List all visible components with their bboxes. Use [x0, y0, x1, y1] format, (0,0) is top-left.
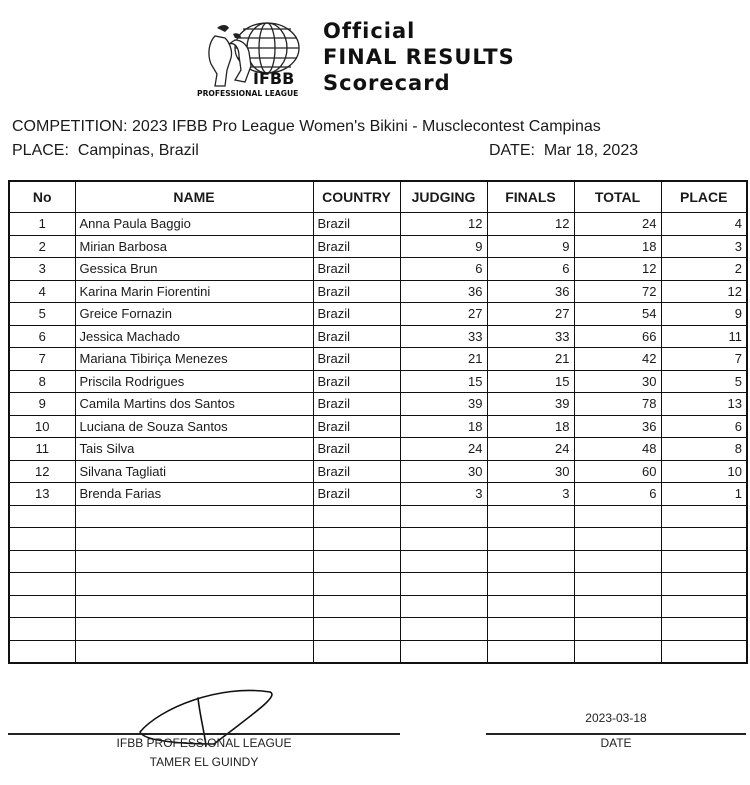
- cell-name: Silvana Tagliati: [75, 460, 313, 483]
- document-header: [195, 14, 535, 98]
- svg-text:PROFESSIONAL LEAGUE: PROFESSIONAL LEAGUE: [197, 89, 299, 98]
- cell-judging: 18: [400, 415, 487, 438]
- cell-place-empty: [661, 528, 747, 551]
- cell-no-empty: [9, 550, 75, 573]
- cell-finals: 24: [487, 438, 574, 461]
- cell-country: Brazil: [313, 460, 400, 483]
- column-header-no: No: [9, 181, 75, 213]
- empty-table-row: [9, 550, 747, 573]
- title-line-official: Official: [323, 19, 416, 43]
- cell-finals: 3: [487, 483, 574, 506]
- competition-line: [12, 118, 601, 136]
- cell-name: Mariana Tibiriça Menezes: [75, 348, 313, 371]
- date-label: DATE:: [489, 142, 535, 159]
- cell-name: Anna Paula Baggio: [75, 213, 313, 236]
- cell-country-empty: [313, 595, 400, 618]
- cell-name: Greice Fornazin: [75, 303, 313, 326]
- signed-date: 2023-03-18: [585, 711, 647, 725]
- title-line-scorecard: Scorecard: [323, 71, 451, 95]
- cell-place-empty: [661, 550, 747, 573]
- cell-total-empty: [574, 505, 661, 528]
- cell-place: 3: [661, 235, 747, 258]
- table-row: [9, 348, 747, 371]
- cell-no-empty: [9, 640, 75, 663]
- cell-place: 1: [661, 483, 747, 506]
- empty-table-row: [9, 528, 747, 551]
- cell-country: Brazil: [313, 303, 400, 326]
- cell-country: Brazil: [313, 325, 400, 348]
- cell-finals-empty: [487, 505, 574, 528]
- cell-finals-empty: [487, 595, 574, 618]
- column-header-name: NAME: [75, 181, 313, 213]
- cell-place-empty: [661, 573, 747, 596]
- cell-finals-empty: [487, 640, 574, 663]
- cell-name: Karina Marin Fiorentini: [75, 280, 313, 303]
- table-row: [9, 415, 747, 438]
- place-label: PLACE:: [12, 142, 69, 159]
- table-header-row: [9, 181, 747, 213]
- place-line: [12, 142, 199, 160]
- competition-value: 2023 IFBB Pro League Women's Bikini - Musclecontest Campinas: [132, 118, 601, 135]
- cell-finals: 30: [487, 460, 574, 483]
- cell-name-empty: [75, 573, 313, 596]
- cell-place: 10: [661, 460, 747, 483]
- column-header-place: PLACE: [661, 181, 747, 213]
- results-body: [9, 213, 747, 664]
- competition-label: COMPETITION:: [12, 118, 128, 135]
- empty-table-row: [9, 595, 747, 618]
- table-row: [9, 438, 747, 461]
- cell-country-empty: [313, 640, 400, 663]
- ifbb-logo-icon: [195, 14, 315, 98]
- cell-judging-empty: [400, 550, 487, 573]
- cell-finals: 39: [487, 393, 574, 416]
- cell-total-empty: [574, 528, 661, 551]
- cell-place: 11: [661, 325, 747, 348]
- table-row: [9, 483, 747, 506]
- cell-judging: 33: [400, 325, 487, 348]
- cell-finals: 6: [487, 258, 574, 281]
- cell-judging-empty: [400, 618, 487, 641]
- cell-place: 2: [661, 258, 747, 281]
- cell-judging: 39: [400, 393, 487, 416]
- cell-no-empty: [9, 618, 75, 641]
- cell-finals: 9: [487, 235, 574, 258]
- cell-total: 18: [574, 235, 661, 258]
- cell-name-empty: [75, 640, 313, 663]
- cell-country: Brazil: [313, 370, 400, 393]
- cell-name: Luciana de Souza Santos: [75, 415, 313, 438]
- cell-total-empty: [574, 640, 661, 663]
- cell-finals: 36: [487, 280, 574, 303]
- cell-country: Brazil: [313, 280, 400, 303]
- cell-place: 5: [661, 370, 747, 393]
- cell-country-empty: [313, 550, 400, 573]
- cell-country: Brazil: [313, 483, 400, 506]
- column-header-country: COUNTRY: [313, 181, 400, 213]
- cell-no: 7: [9, 348, 75, 371]
- cell-no-empty: [9, 528, 75, 551]
- cell-total-empty: [574, 595, 661, 618]
- cell-total: 48: [574, 438, 661, 461]
- signer-name: TAMER EL GUINDY: [149, 755, 259, 769]
- cell-no: 11: [9, 438, 75, 461]
- cell-finals: 18: [487, 415, 574, 438]
- cell-country: Brazil: [313, 393, 400, 416]
- cell-place-empty: [661, 618, 747, 641]
- empty-table-row: [9, 573, 747, 596]
- column-header-finals: FINALS: [487, 181, 574, 213]
- cell-finals-empty: [487, 550, 574, 573]
- cell-judging: 15: [400, 370, 487, 393]
- cell-total-empty: [574, 573, 661, 596]
- cell-judging: 36: [400, 280, 487, 303]
- cell-total: 30: [574, 370, 661, 393]
- column-header-judging: JUDGING: [400, 181, 487, 213]
- cell-country: Brazil: [313, 235, 400, 258]
- cell-finals: 21: [487, 348, 574, 371]
- cell-judging: 24: [400, 438, 487, 461]
- cell-total: 54: [574, 303, 661, 326]
- cell-place-empty: [661, 640, 747, 663]
- scorecard-title: [323, 18, 515, 96]
- cell-judging: 21: [400, 348, 487, 371]
- cell-name: Priscila Rodrigues: [75, 370, 313, 393]
- cell-finals-empty: [487, 573, 574, 596]
- date-signature-line: [486, 733, 746, 735]
- table-row: [9, 303, 747, 326]
- cell-no: 5: [9, 303, 75, 326]
- cell-finals: 27: [487, 303, 574, 326]
- signer-org: IFBB PROFESSIONAL LEAGUE: [116, 736, 292, 750]
- table-row: [9, 280, 747, 303]
- cell-no: 9: [9, 393, 75, 416]
- table-row: [9, 393, 747, 416]
- cell-total: 24: [574, 213, 661, 236]
- cell-name-empty: [75, 528, 313, 551]
- place-value: Campinas, Brazil: [77, 142, 199, 159]
- cell-total: 66: [574, 325, 661, 348]
- cell-name: Gessica Brun: [75, 258, 313, 281]
- cell-place-empty: [661, 595, 747, 618]
- cell-place: 6: [661, 415, 747, 438]
- cell-name-empty: [75, 505, 313, 528]
- cell-judging-empty: [400, 640, 487, 663]
- cell-country-empty: [313, 528, 400, 551]
- cell-country: Brazil: [313, 258, 400, 281]
- cell-no: 10: [9, 415, 75, 438]
- cell-judging: 30: [400, 460, 487, 483]
- date-caption: DATE: [600, 736, 632, 750]
- cell-judging: 3: [400, 483, 487, 506]
- empty-table-row: [9, 618, 747, 641]
- column-header-total: TOTAL: [574, 181, 661, 213]
- cell-name: Brenda Farias: [75, 483, 313, 506]
- cell-country-empty: [313, 618, 400, 641]
- cell-finals: 12: [487, 213, 574, 236]
- table-row: [9, 370, 747, 393]
- cell-no: 12: [9, 460, 75, 483]
- cell-finals: 15: [487, 370, 574, 393]
- cell-total: 36: [574, 415, 661, 438]
- cell-place: 4: [661, 213, 747, 236]
- cell-name: Camila Martins dos Santos: [75, 393, 313, 416]
- cell-judging-empty: [400, 595, 487, 618]
- table-row: [9, 460, 747, 483]
- table-row: [9, 213, 747, 236]
- cell-place-empty: [661, 505, 747, 528]
- cell-no: 4: [9, 280, 75, 303]
- cell-total-empty: [574, 618, 661, 641]
- cell-no: 13: [9, 483, 75, 506]
- cell-finals-empty: [487, 618, 574, 641]
- cell-no: 6: [9, 325, 75, 348]
- signature-line: [8, 733, 400, 735]
- cell-country-empty: [313, 573, 400, 596]
- cell-name-empty: [75, 618, 313, 641]
- date-value: Mar 18, 2023: [543, 142, 639, 159]
- cell-total: 6: [574, 483, 661, 506]
- cell-place: 12: [661, 280, 747, 303]
- cell-no-empty: [9, 595, 75, 618]
- cell-total: 12: [574, 258, 661, 281]
- cell-finals: 33: [487, 325, 574, 348]
- empty-table-row: [9, 505, 747, 528]
- results-table: [8, 180, 748, 664]
- cell-country: Brazil: [313, 213, 400, 236]
- empty-table-row: [9, 640, 747, 663]
- table-row: [9, 325, 747, 348]
- cell-no: 8: [9, 370, 75, 393]
- table-row: [9, 258, 747, 281]
- cell-name-empty: [75, 550, 313, 573]
- cell-no: 1: [9, 213, 75, 236]
- cell-judging-empty: [400, 573, 487, 596]
- cell-judging-empty: [400, 528, 487, 551]
- cell-name-empty: [75, 595, 313, 618]
- cell-country: Brazil: [313, 348, 400, 371]
- cell-finals-empty: [487, 528, 574, 551]
- cell-total: 78: [574, 393, 661, 416]
- cell-total-empty: [574, 550, 661, 573]
- cell-judging: 12: [400, 213, 487, 236]
- cell-total: 72: [574, 280, 661, 303]
- cell-country: Brazil: [313, 438, 400, 461]
- cell-total: 42: [574, 348, 661, 371]
- cell-no: 2: [9, 235, 75, 258]
- svg-text:IFBB: IFBB: [253, 69, 295, 88]
- cell-judging-empty: [400, 505, 487, 528]
- cell-place: 13: [661, 393, 747, 416]
- table-row: [9, 235, 747, 258]
- cell-name: Jessica Machado: [75, 325, 313, 348]
- cell-place: 9: [661, 303, 747, 326]
- cell-total: 60: [574, 460, 661, 483]
- date-line: [489, 142, 638, 160]
- title-line-final-results: FINAL RESULTS: [323, 45, 515, 69]
- cell-country-empty: [313, 505, 400, 528]
- cell-no-empty: [9, 573, 75, 596]
- cell-judging: 9: [400, 235, 487, 258]
- cell-country: Brazil: [313, 415, 400, 438]
- cell-name: Tais Silva: [75, 438, 313, 461]
- cell-name: Mirian Barbosa: [75, 235, 313, 258]
- cell-judging: 6: [400, 258, 487, 281]
- cell-no: 3: [9, 258, 75, 281]
- cell-no-empty: [9, 505, 75, 528]
- cell-judging: 27: [400, 303, 487, 326]
- cell-place: 8: [661, 438, 747, 461]
- cell-place: 7: [661, 348, 747, 371]
